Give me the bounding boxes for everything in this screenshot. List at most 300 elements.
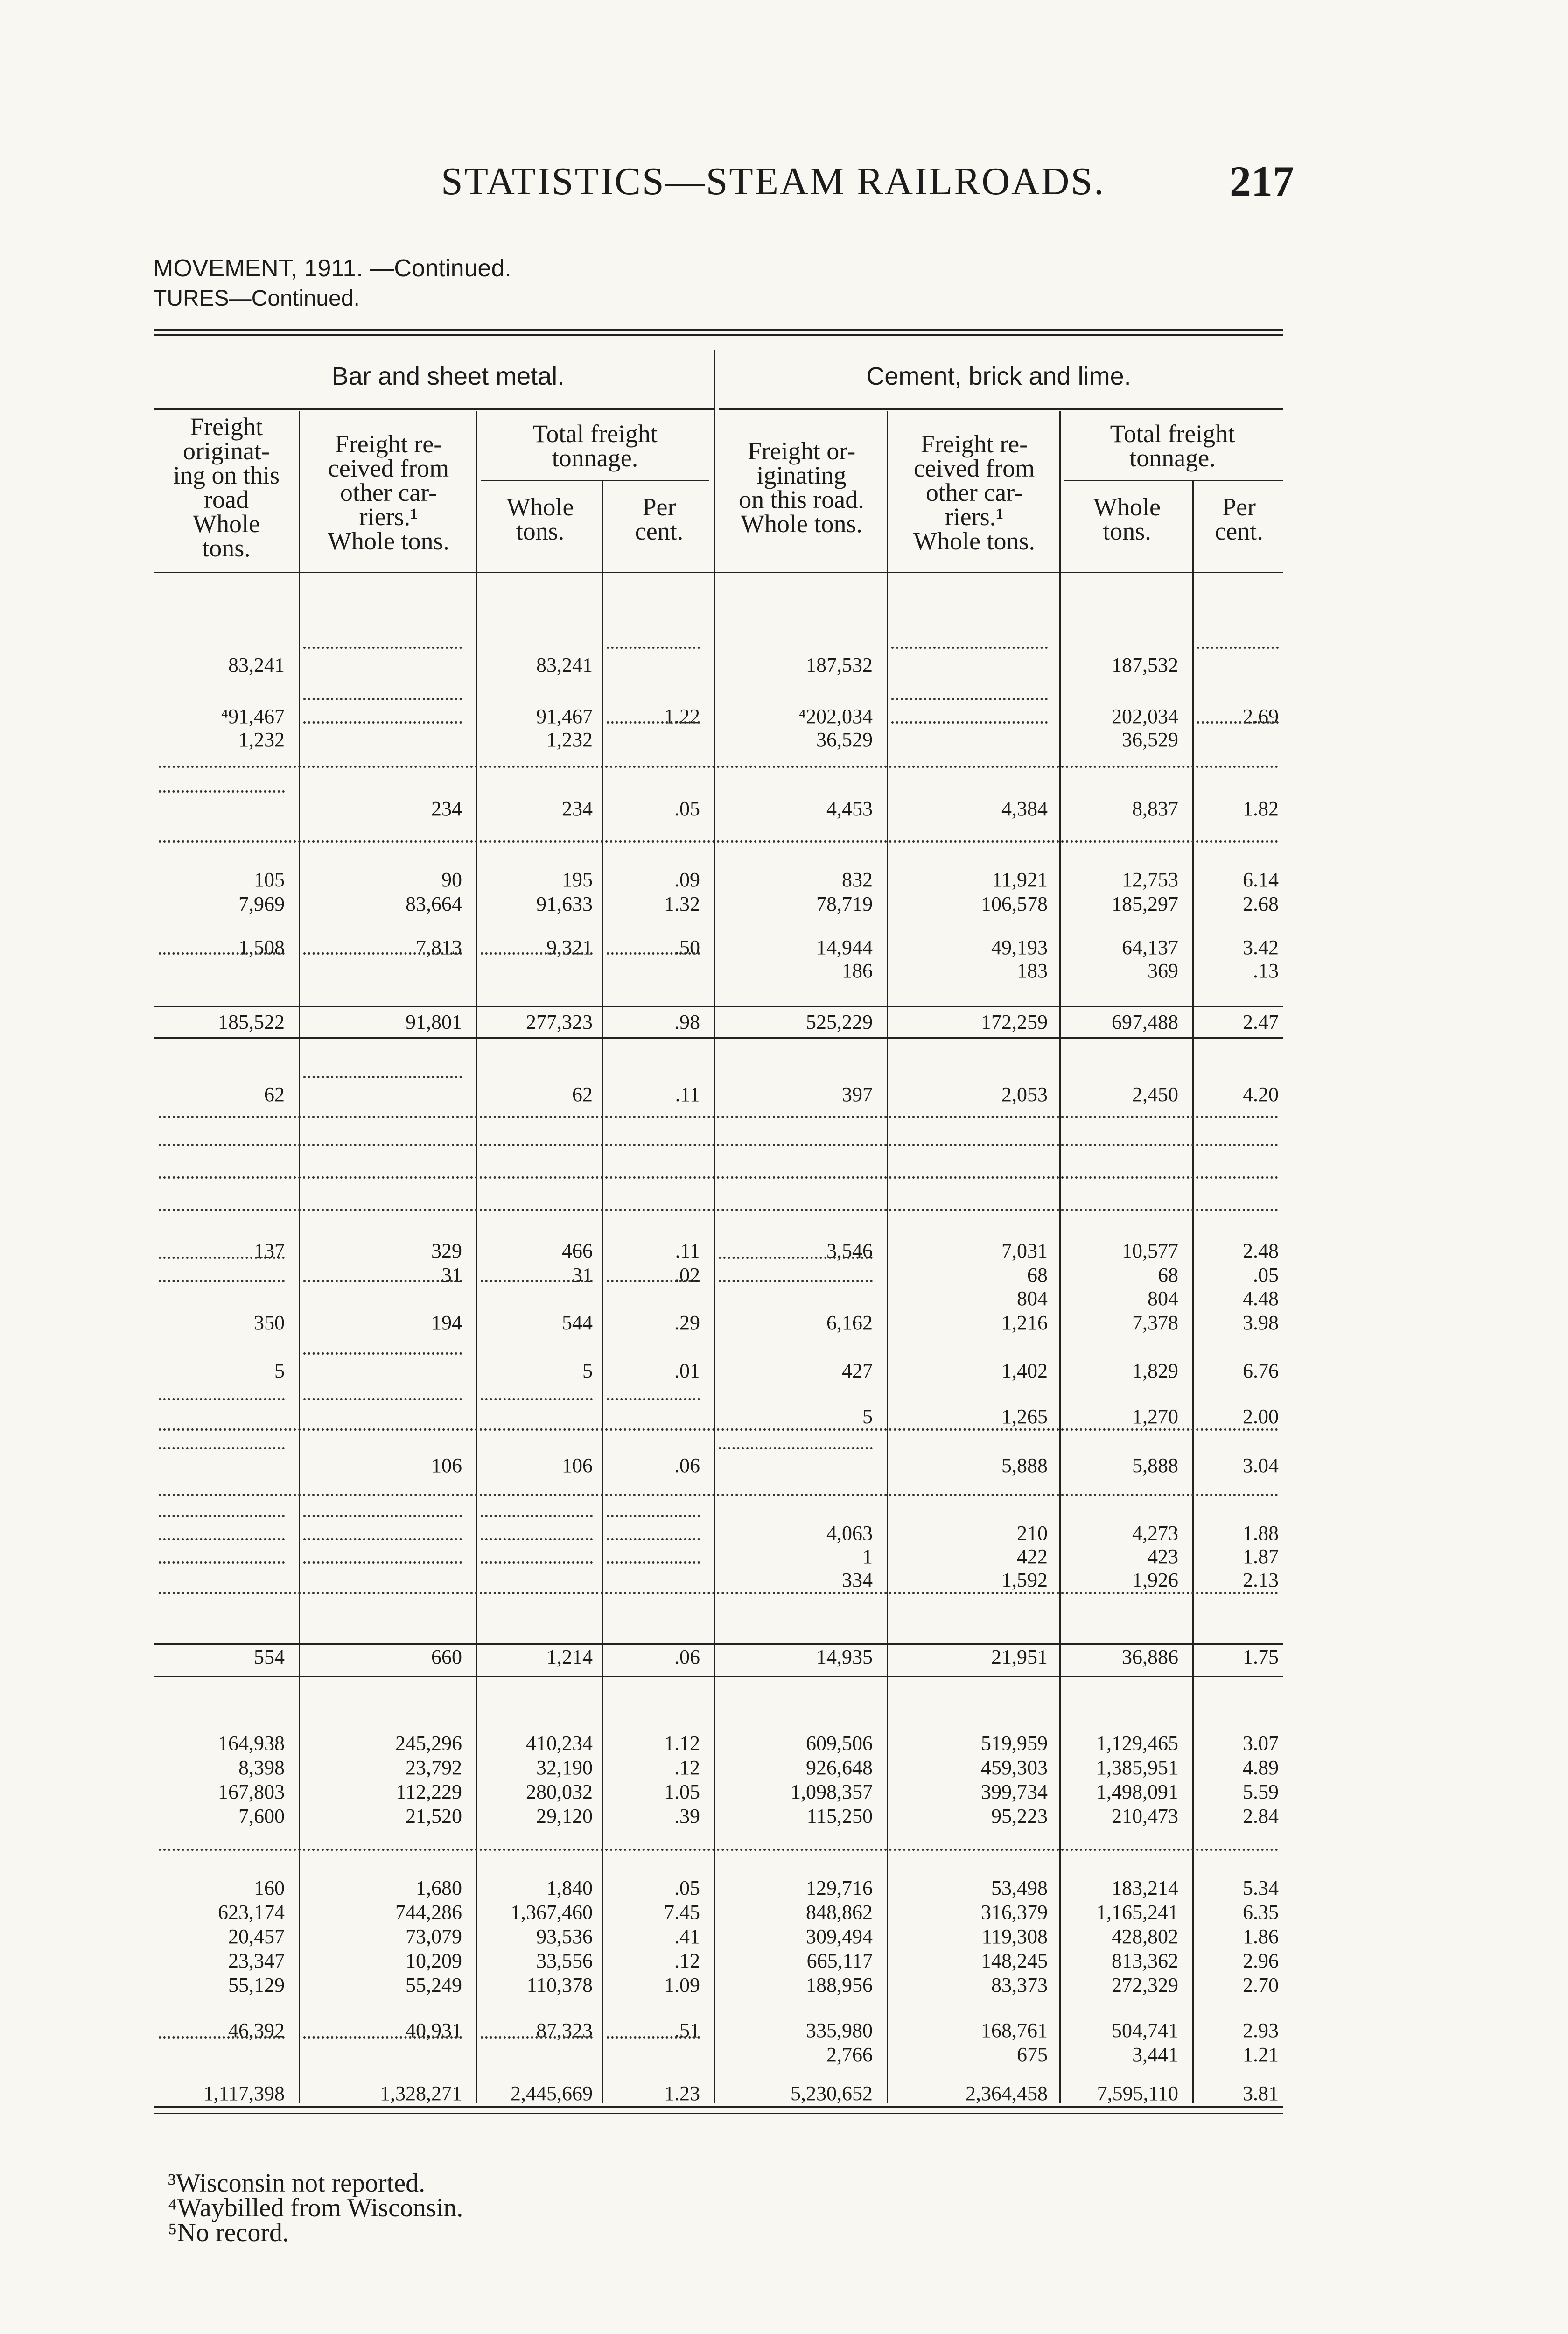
table-cell: 1,328,271 — [380, 2082, 462, 2105]
blank-row-leader — [159, 1428, 1279, 1431]
dot-leader — [481, 1280, 593, 1282]
footnote-5: ⁵No record. — [168, 2218, 289, 2247]
header-cement-received: Freight re- ceived from other car- riers.¹ Whole tons. — [913, 430, 1035, 555]
table-cell: 4.48 — [1243, 1287, 1279, 1310]
table-cell: 68 — [1158, 1264, 1178, 1287]
table-row — [0, 893, 1568, 921]
table-cell: 36,529 — [816, 728, 873, 751]
dot-leader — [607, 1538, 700, 1540]
table-cell: 2.70 — [1243, 1974, 1279, 1997]
table-row — [0, 1756, 1568, 1784]
dot-leader — [607, 952, 700, 955]
table-cell: 397 — [842, 1083, 873, 1106]
blank-row-leader — [159, 1592, 1279, 1594]
section-rule-2 — [154, 1643, 1283, 1645]
dot-leader — [607, 2036, 700, 2039]
table-cell: 7.45 — [664, 1901, 700, 1924]
dot-leader — [1197, 721, 1279, 724]
table-cell: 83,373 — [991, 1974, 1048, 1997]
col-rule-4 — [714, 350, 715, 2103]
table-cell: .06 — [674, 1645, 700, 1668]
dot-leader — [891, 721, 1048, 724]
table-cell: 160 — [254, 1877, 285, 1899]
table-cell: 8,837 — [1132, 797, 1178, 820]
table-cell: 675 — [1017, 2043, 1048, 2066]
table-cell: 210 — [1017, 1522, 1048, 1545]
header-bar-received: Freight re- ceived from other car- riers.¹ Whole tons. — [328, 430, 449, 555]
blank-row-leader — [159, 1144, 1279, 1146]
table-cell: 7,378 — [1132, 1311, 1178, 1334]
table-cell: 14,944 — [816, 936, 873, 959]
table-cell: 1,829 — [1132, 1359, 1178, 1382]
table-cell: 623,174 — [218, 1901, 285, 1924]
section-rule-1 — [154, 1006, 1283, 1007]
table-cell: 422 — [1017, 1545, 1048, 1568]
dot-leader — [159, 1561, 285, 1564]
table-cell: 93,536 — [536, 1925, 593, 1948]
table-row — [0, 1732, 1568, 1760]
table-cell: 519,959 — [981, 1732, 1048, 1755]
page-number: 217 — [1230, 157, 1294, 205]
table-cell: 91,633 — [536, 893, 593, 915]
table-cell: ⁴91,467 — [221, 705, 285, 728]
table-cell: 7,969 — [238, 893, 285, 915]
blank-row-leader — [159, 840, 1279, 843]
blank-row-leader — [159, 1209, 1279, 1211]
table-cell: 187,532 — [806, 654, 873, 676]
table-cell: 1.86 — [1243, 1925, 1279, 1948]
table-cell: 554 — [254, 1645, 285, 1668]
dot-leader — [303, 1398, 462, 1400]
table-cell: 4,063 — [826, 1522, 873, 1545]
table-cell: 188,956 — [806, 1974, 873, 1997]
table-top-rule — [154, 329, 1283, 331]
table-bottom-rule-2 — [154, 2113, 1283, 2114]
table-cell: 329 — [431, 1239, 462, 1262]
table-cell: 5,230,652 — [791, 2082, 873, 2105]
table-cell: 428,802 — [1112, 1925, 1178, 1948]
dot-leader — [303, 1561, 462, 1564]
table-row — [0, 1901, 1568, 1929]
table-cell: 410,234 — [526, 1732, 593, 1755]
group-heading-bar: Bar and sheet metal. — [331, 362, 565, 390]
table-cell: 167,803 — [218, 1780, 285, 1803]
table-row — [0, 1805, 1568, 1833]
table-row — [0, 1645, 1568, 1673]
table-cell: 6.35 — [1243, 1901, 1279, 1924]
blank-row-leader — [159, 766, 1279, 768]
section-rule-2b — [154, 1676, 1283, 1677]
dot-leader — [481, 1538, 593, 1540]
dot-leader — [481, 1515, 593, 1517]
table-cell: 5,888 — [1001, 1454, 1048, 1477]
table-cell: 309,494 — [806, 1925, 873, 1948]
table-cell: 106 — [562, 1454, 593, 1477]
dot-leader — [303, 1515, 462, 1517]
dot-leader — [891, 698, 1048, 700]
table-cell: 3.07 — [1243, 1732, 1279, 1755]
bar-total-rule — [481, 480, 709, 481]
table-cell: 280,032 — [526, 1780, 593, 1803]
table-cell: 106,578 — [981, 893, 1048, 915]
dot-leader — [719, 1257, 873, 1259]
table-cell: 110,378 — [526, 1974, 593, 1997]
table-cell: 1,385,951 — [1096, 1756, 1178, 1779]
table-cell: 697,488 — [1112, 1011, 1178, 1033]
table-cell: 1,367,460 — [511, 1901, 593, 1924]
table-cell: 62 — [264, 1083, 285, 1106]
dot-leader — [719, 1280, 873, 1282]
table-cell: 1,129,465 — [1096, 1732, 1178, 1755]
table-cell: 106 — [431, 1454, 462, 1477]
table-cell: 137 — [254, 1239, 285, 1262]
table-cell: 1,592 — [1001, 1568, 1048, 1591]
header-bottom-rule — [154, 572, 1283, 573]
dot-leader — [159, 952, 285, 955]
table-cell: .50 — [674, 936, 700, 959]
header-cement-total: Total freight tonnage. — [1110, 420, 1235, 472]
dot-leader — [159, 1515, 285, 1517]
table-cell: .39 — [674, 1805, 700, 1828]
table-cell: 14,935 — [816, 1645, 873, 1668]
dot-leader — [159, 1538, 285, 1540]
table-cell: 3,546 — [826, 1239, 873, 1262]
table-cell: .05 — [674, 797, 700, 820]
table-cell: 804 — [1148, 1287, 1178, 1310]
dot-leader — [159, 1447, 285, 1449]
table-cell: 2.68 — [1243, 893, 1279, 915]
table-cell: 234 — [431, 797, 462, 820]
table-cell: 36,886 — [1122, 1645, 1178, 1668]
table-cell: 21,520 — [406, 1805, 462, 1828]
table-cell: 3.04 — [1243, 1454, 1279, 1477]
table-cell: .02 — [674, 1264, 700, 1287]
table-cell: 119,308 — [981, 1925, 1048, 1948]
table-cell: 1,508 — [238, 936, 285, 959]
col-rule-1h — [299, 411, 300, 572]
table-cell: 350 — [254, 1311, 285, 1334]
table-cell: 78,719 — [816, 893, 873, 915]
table-cell: 3.98 — [1243, 1311, 1279, 1334]
dot-leader — [303, 1352, 462, 1355]
dot-leader — [891, 647, 1048, 649]
table-cell: 129,716 — [806, 1877, 873, 1899]
section-rule-1b — [154, 1037, 1283, 1039]
table-cell: 1.09 — [664, 1974, 700, 1997]
table-cell: 316,379 — [981, 1901, 1048, 1924]
table-cell: 7,600 — [238, 1805, 285, 1828]
table-row — [0, 1311, 1568, 1339]
dot-leader — [303, 647, 462, 649]
table-cell: 5.34 — [1243, 1877, 1279, 1899]
table-cell: 46,392 — [228, 2019, 285, 2042]
table-cell: 1.75 — [1243, 1645, 1279, 1668]
table-cell: 1.05 — [664, 1780, 700, 1803]
table-cell: 172,259 — [981, 1011, 1048, 1033]
bar-group-rule — [154, 408, 714, 410]
dot-leader — [481, 2036, 593, 2039]
table-row — [0, 2082, 1568, 2110]
dot-leader — [303, 2036, 462, 2039]
table-cell: 20,457 — [228, 1925, 285, 1948]
table-row — [0, 797, 1568, 825]
table-cell: 1,214 — [546, 1645, 593, 1668]
table-cell: 53,498 — [991, 1877, 1048, 1899]
table-cell: 10,209 — [406, 1949, 462, 1972]
table-cell: 1,216 — [1001, 1311, 1048, 1334]
table-cell: 12,753 — [1122, 868, 1178, 891]
table-row — [0, 2043, 1568, 2071]
table-cell: 40,931 — [406, 2019, 462, 2042]
table-cell: 6.14 — [1243, 868, 1279, 891]
table-cell: 112,229 — [396, 1780, 462, 1803]
table-cell: 21,951 — [991, 1645, 1048, 1668]
table-cell: 1.87 — [1243, 1545, 1279, 1568]
running-title: STATISTICS—STEAM RAILROADS. — [441, 160, 1106, 203]
table-cell: 33,556 — [536, 1949, 593, 1972]
table-cell: 32,190 — [536, 1756, 593, 1779]
table-cell: .05 — [1253, 1264, 1279, 1287]
table-cell: 1.88 — [1243, 1522, 1279, 1545]
table-cell: 83,664 — [406, 893, 462, 915]
dot-leader — [303, 1076, 462, 1078]
table-cell: .29 — [674, 1311, 700, 1334]
table-cell: 7,595,110 — [1097, 2082, 1178, 2105]
dot-leader — [159, 2036, 285, 2039]
table-row — [0, 1011, 1568, 1039]
table-cell: 9,321 — [546, 936, 593, 959]
table-row — [0, 1239, 1568, 1267]
table-cell: 91,467 — [536, 705, 593, 728]
table-cell: 202,034 — [1112, 705, 1178, 728]
table-cell: 665,117 — [806, 1949, 873, 1972]
blank-row-leader — [159, 1849, 1279, 1851]
table-cell: .06 — [674, 1454, 700, 1477]
table-cell: 2.47 — [1243, 1011, 1279, 1033]
header-bar-originating: Freight originat- ing on this road Whole tons. — [173, 413, 280, 562]
table-cell: 1,680 — [416, 1877, 462, 1899]
table-cell: 194 — [431, 1311, 462, 1334]
dot-leader — [159, 790, 285, 793]
table-cell: 1,232 — [546, 728, 593, 751]
table-cell: 1.82 — [1243, 797, 1279, 820]
dot-leader — [607, 1398, 700, 1400]
table-cell: 105 — [254, 868, 285, 891]
table-cell: 3,441 — [1132, 2043, 1178, 2066]
table-cell: 1.23 — [664, 2082, 700, 2105]
table-row — [0, 1925, 1568, 1953]
table-row — [0, 654, 1568, 682]
dot-leader — [719, 1447, 873, 1449]
dot-leader — [607, 1561, 700, 1564]
table-cell: 95,223 — [991, 1805, 1048, 1828]
table-row — [0, 959, 1568, 987]
table-cell: 90 — [441, 868, 462, 891]
table-cell: 3.81 — [1243, 2082, 1279, 2105]
table-cell: 4,273 — [1132, 1522, 1178, 1545]
table-cell: 164,938 — [218, 1732, 285, 1755]
table-cell: 504,741 — [1112, 2019, 1178, 2042]
table-cell: 2.00 — [1243, 1405, 1279, 1428]
continued-line-1: MOVEMENT, 1911. —Continued. — [153, 255, 511, 282]
table-cell: 2,364,458 — [966, 2082, 1048, 2105]
table-cell: ⁴202,034 — [798, 705, 873, 728]
table-cell: 115,250 — [806, 1805, 873, 1828]
table-cell: 804 — [1017, 1287, 1048, 1310]
table-cell: 49,193 — [991, 936, 1048, 959]
table-cell: 5.59 — [1243, 1780, 1279, 1803]
table-cell: 1,402 — [1001, 1359, 1048, 1382]
header-cement-percent: Per cent. — [1215, 493, 1263, 545]
header-bar-percent: Per cent. — [635, 493, 684, 545]
table-cell: 2,450 — [1132, 1083, 1178, 1106]
table-cell: 459,303 — [981, 1756, 1048, 1779]
table-row — [0, 1949, 1568, 1977]
table-row — [0, 1877, 1568, 1905]
table-cell: 1 — [862, 1545, 873, 1568]
cement-total-rule — [1064, 480, 1283, 481]
footnote-4: ⁴Waybilled from Wisconsin. — [168, 2193, 463, 2222]
table-cell: 4,453 — [826, 797, 873, 820]
dot-leader — [607, 721, 700, 724]
group-heading-cement: Cement, brick and lime. — [866, 362, 1131, 390]
table-cell: 335,980 — [806, 2019, 873, 2042]
table-cell: 1,232 — [238, 728, 285, 751]
table-cell: 1.32 — [664, 893, 700, 915]
table-bottom-rule — [154, 2106, 1283, 2108]
table-cell: 2.93 — [1243, 2019, 1279, 2042]
table-cell: 1.21 — [1243, 2043, 1279, 2066]
table-cell: 272,329 — [1112, 1974, 1178, 1997]
table-cell: 148,245 — [981, 1949, 1048, 1972]
dot-leader — [607, 647, 700, 649]
dot-leader — [303, 1538, 462, 1540]
dot-leader — [607, 1515, 700, 1517]
table-cell: 1,098,357 — [791, 1780, 873, 1803]
table-row — [0, 1359, 1568, 1387]
dot-leader — [159, 1280, 285, 1282]
table-cell: 2.84 — [1243, 1805, 1279, 1828]
table-cell: 2.48 — [1243, 1239, 1279, 1262]
table-cell: 55,129 — [228, 1974, 285, 1997]
table-cell: 1,498,091 — [1096, 1780, 1178, 1803]
table-top-rule-2 — [154, 334, 1283, 336]
table-cell: 55,249 — [406, 1974, 462, 1997]
table-cell: .12 — [674, 1756, 700, 1779]
table-cell: .11 — [675, 1083, 700, 1106]
table-cell: .12 — [674, 1949, 700, 1972]
table-cell: .51 — [674, 2019, 700, 2042]
table-cell: 466 — [562, 1239, 593, 1262]
table-cell: 4.89 — [1243, 1756, 1279, 1779]
table-cell: 926,648 — [806, 1756, 873, 1779]
table-cell: 11,921 — [992, 868, 1048, 891]
dot-leader — [303, 1280, 462, 1282]
table-cell: 4.20 — [1243, 1083, 1279, 1106]
table-cell: 2,445,669 — [511, 2082, 593, 2105]
table-cell: 744,286 — [395, 1901, 462, 1924]
table-cell: 183,214 — [1112, 1877, 1178, 1899]
table-row — [0, 1780, 1568, 1808]
dot-leader — [303, 952, 462, 955]
table-row — [0, 1287, 1568, 1315]
header-cement-originating: Freight or- iginating on this road. Whole tons. — [739, 437, 864, 538]
table-cell: 369 — [1148, 959, 1178, 982]
table-cell: .41 — [674, 1925, 700, 1948]
table-cell: 1,926 — [1132, 1568, 1178, 1591]
table-cell: 5,888 — [1132, 1454, 1178, 1477]
table-cell: 62 — [572, 1083, 593, 1106]
footnote-3: ³Wisconsin not reported. — [168, 2169, 426, 2198]
table-cell: 1,117,398 — [203, 2082, 285, 2105]
table-cell: 10,577 — [1122, 1239, 1178, 1262]
table-cell: 1,165,241 — [1096, 1901, 1178, 1924]
blank-row-leader — [159, 1494, 1279, 1496]
table-cell: 2.69 — [1243, 705, 1279, 728]
table-cell: 2,766 — [826, 2043, 873, 2066]
table-cell: 245,296 — [395, 1732, 462, 1755]
table-cell: 7,031 — [1001, 1239, 1048, 1262]
table-cell: 73,079 — [406, 1925, 462, 1948]
header-bar-total: Total freight tonnage. — [532, 420, 658, 472]
table-cell: 525,229 — [806, 1011, 873, 1033]
table-cell: 168,761 — [981, 2019, 1048, 2042]
table-cell: 183 — [1017, 959, 1048, 982]
table-cell: .05 — [674, 1877, 700, 1899]
blank-row-leader — [159, 1176, 1279, 1179]
table-cell: 64,137 — [1122, 936, 1178, 959]
table-cell: 660 — [431, 1645, 462, 1668]
dot-leader — [159, 1257, 285, 1259]
table-cell: 31 — [572, 1264, 593, 1287]
dot-leader — [303, 698, 462, 700]
dot-leader — [481, 1398, 593, 1400]
table-cell: 2.96 — [1243, 1949, 1279, 1972]
table-row — [0, 868, 1568, 896]
table-cell: .11 — [675, 1239, 700, 1262]
dot-leader — [1197, 647, 1279, 649]
table-cell: 234 — [562, 797, 593, 820]
table-cell: 185,522 — [218, 1011, 285, 1033]
table-row — [0, 2019, 1568, 2047]
table-cell: 399,734 — [981, 1780, 1048, 1803]
table-cell: 36,529 — [1122, 728, 1178, 751]
table-cell: 5 — [274, 1359, 285, 1382]
table-cell: 23,347 — [228, 1949, 285, 1972]
table-cell: 187,532 — [1112, 654, 1178, 676]
table-cell: 29,120 — [536, 1805, 593, 1828]
dot-leader — [607, 1280, 700, 1282]
header-bar-whole: Whole tons. — [506, 493, 574, 545]
table-cell: 423 — [1148, 1545, 1178, 1568]
dot-leader — [481, 1561, 593, 1564]
table-row — [0, 1454, 1568, 1482]
table-cell: 87,323 — [536, 2019, 593, 2042]
table-cell: 1,270 — [1132, 1405, 1178, 1428]
table-cell: .98 — [674, 1011, 700, 1033]
table-cell: .01 — [674, 1359, 700, 1382]
table-cell: .13 — [1253, 959, 1279, 982]
header-cement-whole: Whole tons. — [1093, 493, 1161, 545]
table-cell: 31 — [441, 1264, 462, 1287]
table-cell: 195 — [562, 868, 593, 891]
table-cell: 277,323 — [526, 1011, 593, 1033]
blank-row-leader — [159, 1116, 1279, 1118]
table-cell: 23,792 — [406, 1756, 462, 1779]
table-cell: 210,473 — [1112, 1805, 1178, 1828]
table-row — [0, 1083, 1568, 1111]
table-cell: 609,506 — [806, 1732, 873, 1755]
